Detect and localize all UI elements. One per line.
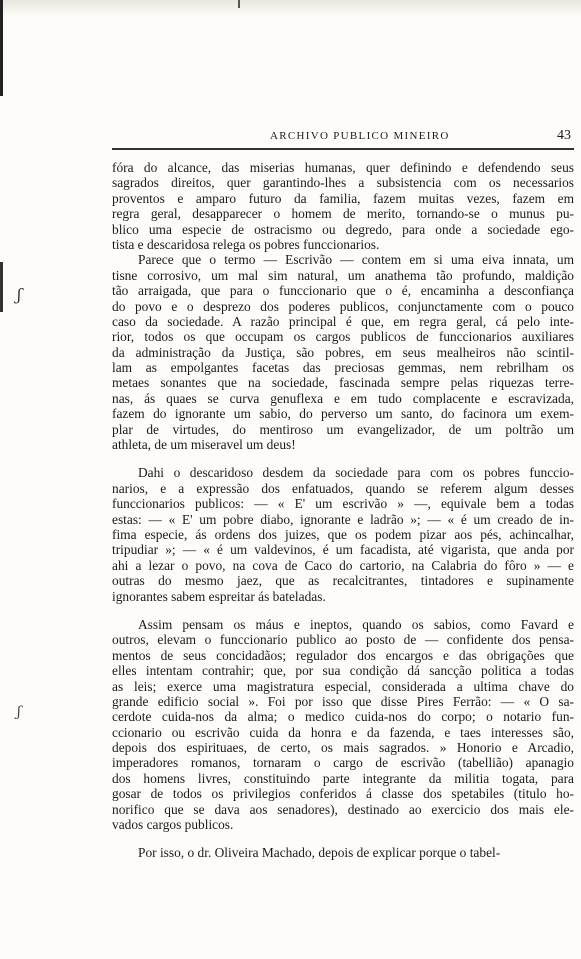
scan-artifact-tick bbox=[238, 0, 240, 8]
text-line: tista e descaridosa relega os pobres funccionarios. bbox=[112, 236, 380, 252]
text-line: funccionarios publicos: — « E' um escrivão » —, equivale bem a todas bbox=[112, 496, 574, 512]
text-line: Por isso, o dr. Oliveira Machado, depois de explicar porque o tabel- bbox=[138, 845, 501, 861]
text-line: gosar de todos os privilegios conferidos á classe dos spetabiles (titulo ho- bbox=[112, 786, 574, 802]
text-line: vados cargos publicos. bbox=[112, 817, 234, 833]
scan-binding-mark bbox=[0, 262, 3, 312]
text-line: fazem do ignorante um sabio, do perverso um santo, do facinora um exem- bbox=[112, 406, 574, 422]
paragraph bbox=[112, 617, 574, 832]
text-line: ahi a lezar o povo, na cova de Caco do cartorio, na Calabria do fôro » — e bbox=[112, 557, 574, 573]
scan-binding-mark bbox=[0, 0, 3, 96]
text-line: fima especie, ás ordens dos juizes, que os podem pizar aos pés, achincalhar, bbox=[112, 526, 574, 542]
text-line: tão arraigada, que para o funccionario que o é, encaminha a desconfiança bbox=[112, 283, 574, 299]
text-line: dos homens livres, constituindo parte integrante da militia togata, para bbox=[112, 770, 574, 786]
text-line: estas: — « E' um pobre diabo, ignorante e ladrão »; — « é um creado de in- bbox=[112, 511, 574, 527]
text-line: lam as empolgantes facetas das preciosas gemmas, nem rebrilham os bbox=[112, 360, 574, 376]
text-line: grande edificio social ». Foi por isso que disse Pires Ferrão: — « O sa- bbox=[112, 693, 574, 709]
text-line: outros, elevam o funccionario publico ao posto de — confidente dos pensa- bbox=[112, 632, 574, 648]
text-line: outras do mesmo jaez, que as recalcitrantes, tintadores e supinamente bbox=[112, 573, 574, 589]
text-line: ccionario ou escrivão cuida da honra e da fazenda, e taes interesses são, bbox=[112, 724, 574, 740]
text-line: Parece que o termo — Escrivão — contem em si uma eiva innata, um bbox=[138, 252, 574, 268]
text-line: ignorantes sabem espreitar ás bateladas. bbox=[112, 588, 326, 604]
paragraph bbox=[112, 465, 574, 604]
text-line: sagrados direitos, quer garantindo-lhes a subsistencia com os necessarios bbox=[112, 175, 574, 191]
text-line: do povo e o desprezo dos poderes publicos, conjunctamente com o pouco bbox=[112, 298, 574, 314]
text-line: proventos e amparo futuro da familia, fazem muitas vezes, fazem em bbox=[112, 190, 574, 206]
text-line: elles intentam contrahir; que, por sua condição dá sancção politica a todas bbox=[112, 663, 574, 679]
text-line: mentos de seus concidadãos; regulador dos encargos e das obrigações que bbox=[112, 647, 574, 663]
text-line: nas, ás quaes se curva genuflexa e em tudo complacente e escravizada, bbox=[112, 390, 574, 406]
text-line: narios, e a expressão dos enfatuados, quando se referem algum desses bbox=[112, 480, 574, 496]
text-line: Dahi o descaridoso desdem da sociedade para com os pobres funccio- bbox=[138, 465, 574, 481]
text-line: athleta, de um miseravel um deus! bbox=[112, 437, 296, 453]
paragraph bbox=[112, 845, 574, 860]
text-line: norifico que se dava aos senadores), destinado ao exercicio dos mais ele- bbox=[112, 801, 574, 817]
text-line: plar de virtudes, do mentiroso um evangelizador, de um poltrão um bbox=[112, 421, 574, 437]
scan-stray-mark: ʃ bbox=[17, 704, 21, 720]
scan-stray-mark: ʃ bbox=[17, 285, 22, 304]
text-line: tisne corrosivo, um mal sim natural, um anathema tão profundo, maldição bbox=[112, 267, 574, 283]
page-number: 43 bbox=[557, 128, 571, 143]
text-line: tripudiar »; — « é um valdevinos, é um facadista, até vigarista, que anda por bbox=[112, 542, 574, 558]
text-line: as leis; exerce uma magistratura especial, considerada a ultima chave do bbox=[112, 678, 574, 694]
text-line: caso da sociedade. A razão principal é que, em regra geral, cá pelo inte- bbox=[112, 313, 574, 329]
scan-edge-shadow bbox=[0, 0, 581, 16]
header-rule bbox=[112, 148, 574, 150]
running-head bbox=[112, 130, 574, 146]
text-line: metaes sonantes que na sociedade, fascinada sempre pelas riquezas terre- bbox=[112, 375, 574, 391]
paragraph bbox=[112, 160, 574, 252]
paragraph bbox=[112, 252, 574, 452]
text-line: rior, todos os que occupam os cargos publicos de funccionarios auxiliares bbox=[112, 329, 574, 345]
text-line: da administração da Justiça, são pobres, em seus mealheiros não scintil- bbox=[112, 344, 574, 360]
running-title: ARCHIVO PUBLICO MINEIRO bbox=[270, 130, 450, 142]
text-line: fóra do alcance, das miserias humanas, quer definindo e defendendo seus bbox=[112, 160, 574, 175]
text-line: imperadores romanos, tornaram o cargo de escrivão (tabellião) apanagio bbox=[112, 755, 574, 771]
text-line: cerdote cuida-nos da alma; o medico cuida-nos do corpo; o notario fun- bbox=[112, 709, 574, 725]
text-line: Assim pensam os máus e ineptos, quando os sabios, como Favard e bbox=[138, 616, 574, 632]
text-line: depois dos espirituaes, de certo, os mais sagrados. » Honorio e Arcadio, bbox=[112, 740, 574, 756]
page-text bbox=[112, 160, 574, 861]
text-line: blico uma especie de ostracismo ou degredo, para onde a sociedade ego- bbox=[112, 221, 574, 237]
text-line: regra geral, desapparecer o homem de merito, tornando-se o munus pu- bbox=[112, 206, 574, 222]
